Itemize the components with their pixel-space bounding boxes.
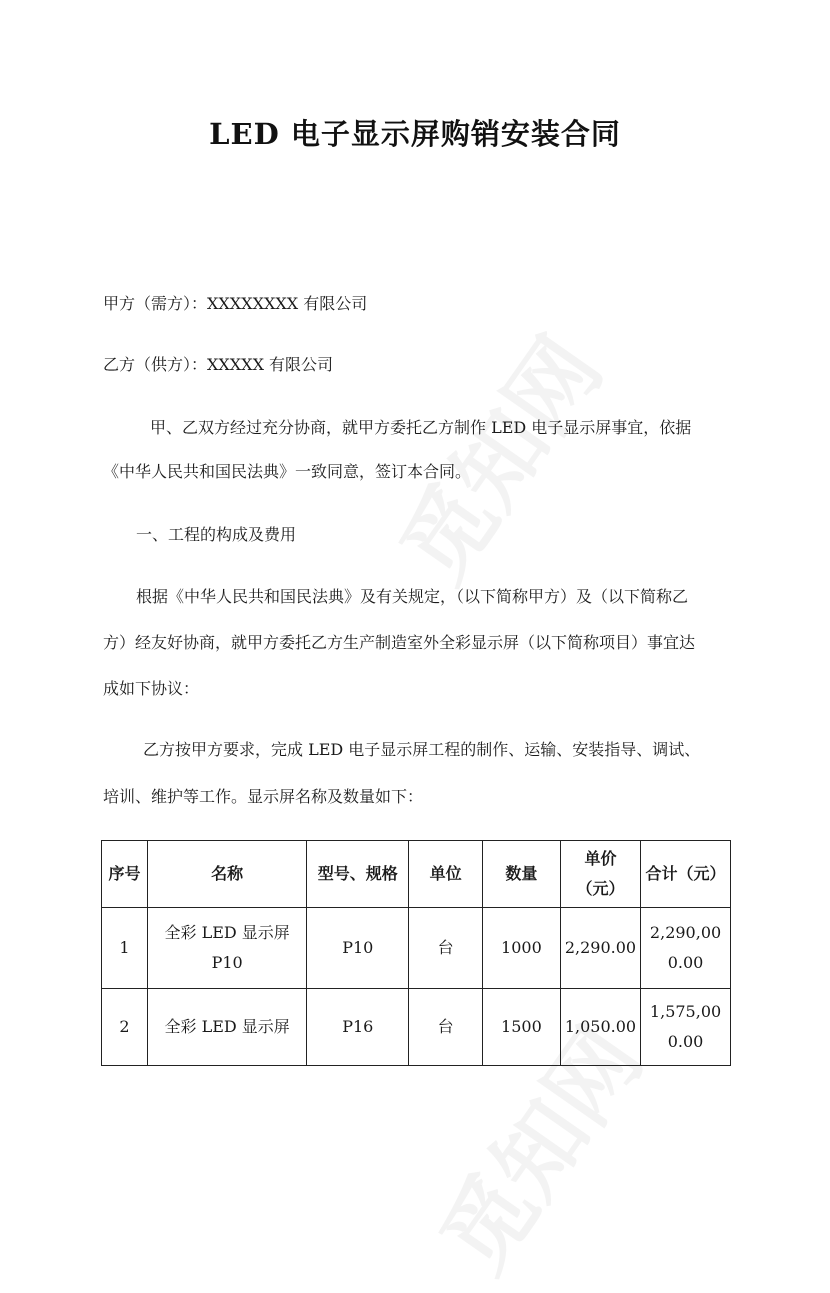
cell-name: 全彩 LED 显示屏 P10 — [147, 908, 307, 989]
para-1-line-1: 根据《中华人民共和国民法典》及有关规定，（以下简称甲方）及（以下简称乙 — [136, 587, 689, 606]
cell-unit: 台 — [409, 908, 483, 989]
intro-line-2: 《中华人民共和国民法典》一致同意，签订本合同。 — [103, 462, 472, 481]
col-header-name: 名称 — [147, 841, 307, 908]
cell-unit: 台 — [409, 989, 483, 1066]
cell-price: 1,050.00 — [560, 989, 640, 1066]
col-header-model: 型号、规格 — [307, 841, 409, 908]
table-header-row — [102, 841, 731, 908]
col-header-unit: 单位 — [409, 841, 483, 908]
para-1-line-2: 方）经友好协商，就甲方委托乙方生产制造室外全彩显示屏（以下简称项目）事宜达 — [103, 633, 696, 652]
cell-no: 1 — [102, 908, 148, 989]
cell-model: P10 — [307, 908, 409, 989]
table-row — [102, 908, 731, 989]
cell-name: 全彩 LED 显示屏 — [147, 989, 307, 1066]
cell-total: 2,290,000.00 — [641, 908, 731, 989]
para-2-line-1: 乙方按甲方要求，完成 LED 电子显示屏工程的制作、运输、安装指导、调试、 — [143, 740, 701, 759]
cell-qty: 1000 — [482, 908, 560, 989]
col-header-no: 序号 — [102, 841, 148, 908]
page-title: LED 电子显示屏购销安装合同 — [209, 117, 621, 151]
para-1-line-3: 成如下协议： — [103, 679, 200, 698]
watermark — [364, 307, 625, 603]
section-heading: 一、工程的构成及费用 — [136, 525, 297, 544]
cell-no: 2 — [102, 989, 148, 1066]
para-2-line-2: 培训、维护等工作。显示屏名称及数量如下： — [103, 787, 424, 806]
cell-price: 2,290.00 — [560, 908, 640, 989]
intro-line-1: 甲、乙双方经过充分协商，就甲方委托乙方制作 LED 电子显示屏事宜，依据 — [150, 418, 692, 437]
specification-table — [101, 840, 731, 1066]
col-header-price: 单价（元） — [560, 841, 640, 908]
party-b: 乙方（供方）：XXXXX 有限公司 — [103, 355, 334, 374]
cell-qty: 1500 — [482, 989, 560, 1066]
cell-total: 1,575,000.00 — [641, 989, 731, 1066]
cell-model: P16 — [307, 989, 409, 1066]
col-header-total: 合计（元） — [641, 841, 731, 908]
party-a: 甲方（需方）：XXXXXXXX 有限公司 — [103, 294, 368, 313]
table-row — [102, 989, 731, 1066]
col-header-qty: 数量 — [482, 841, 560, 908]
